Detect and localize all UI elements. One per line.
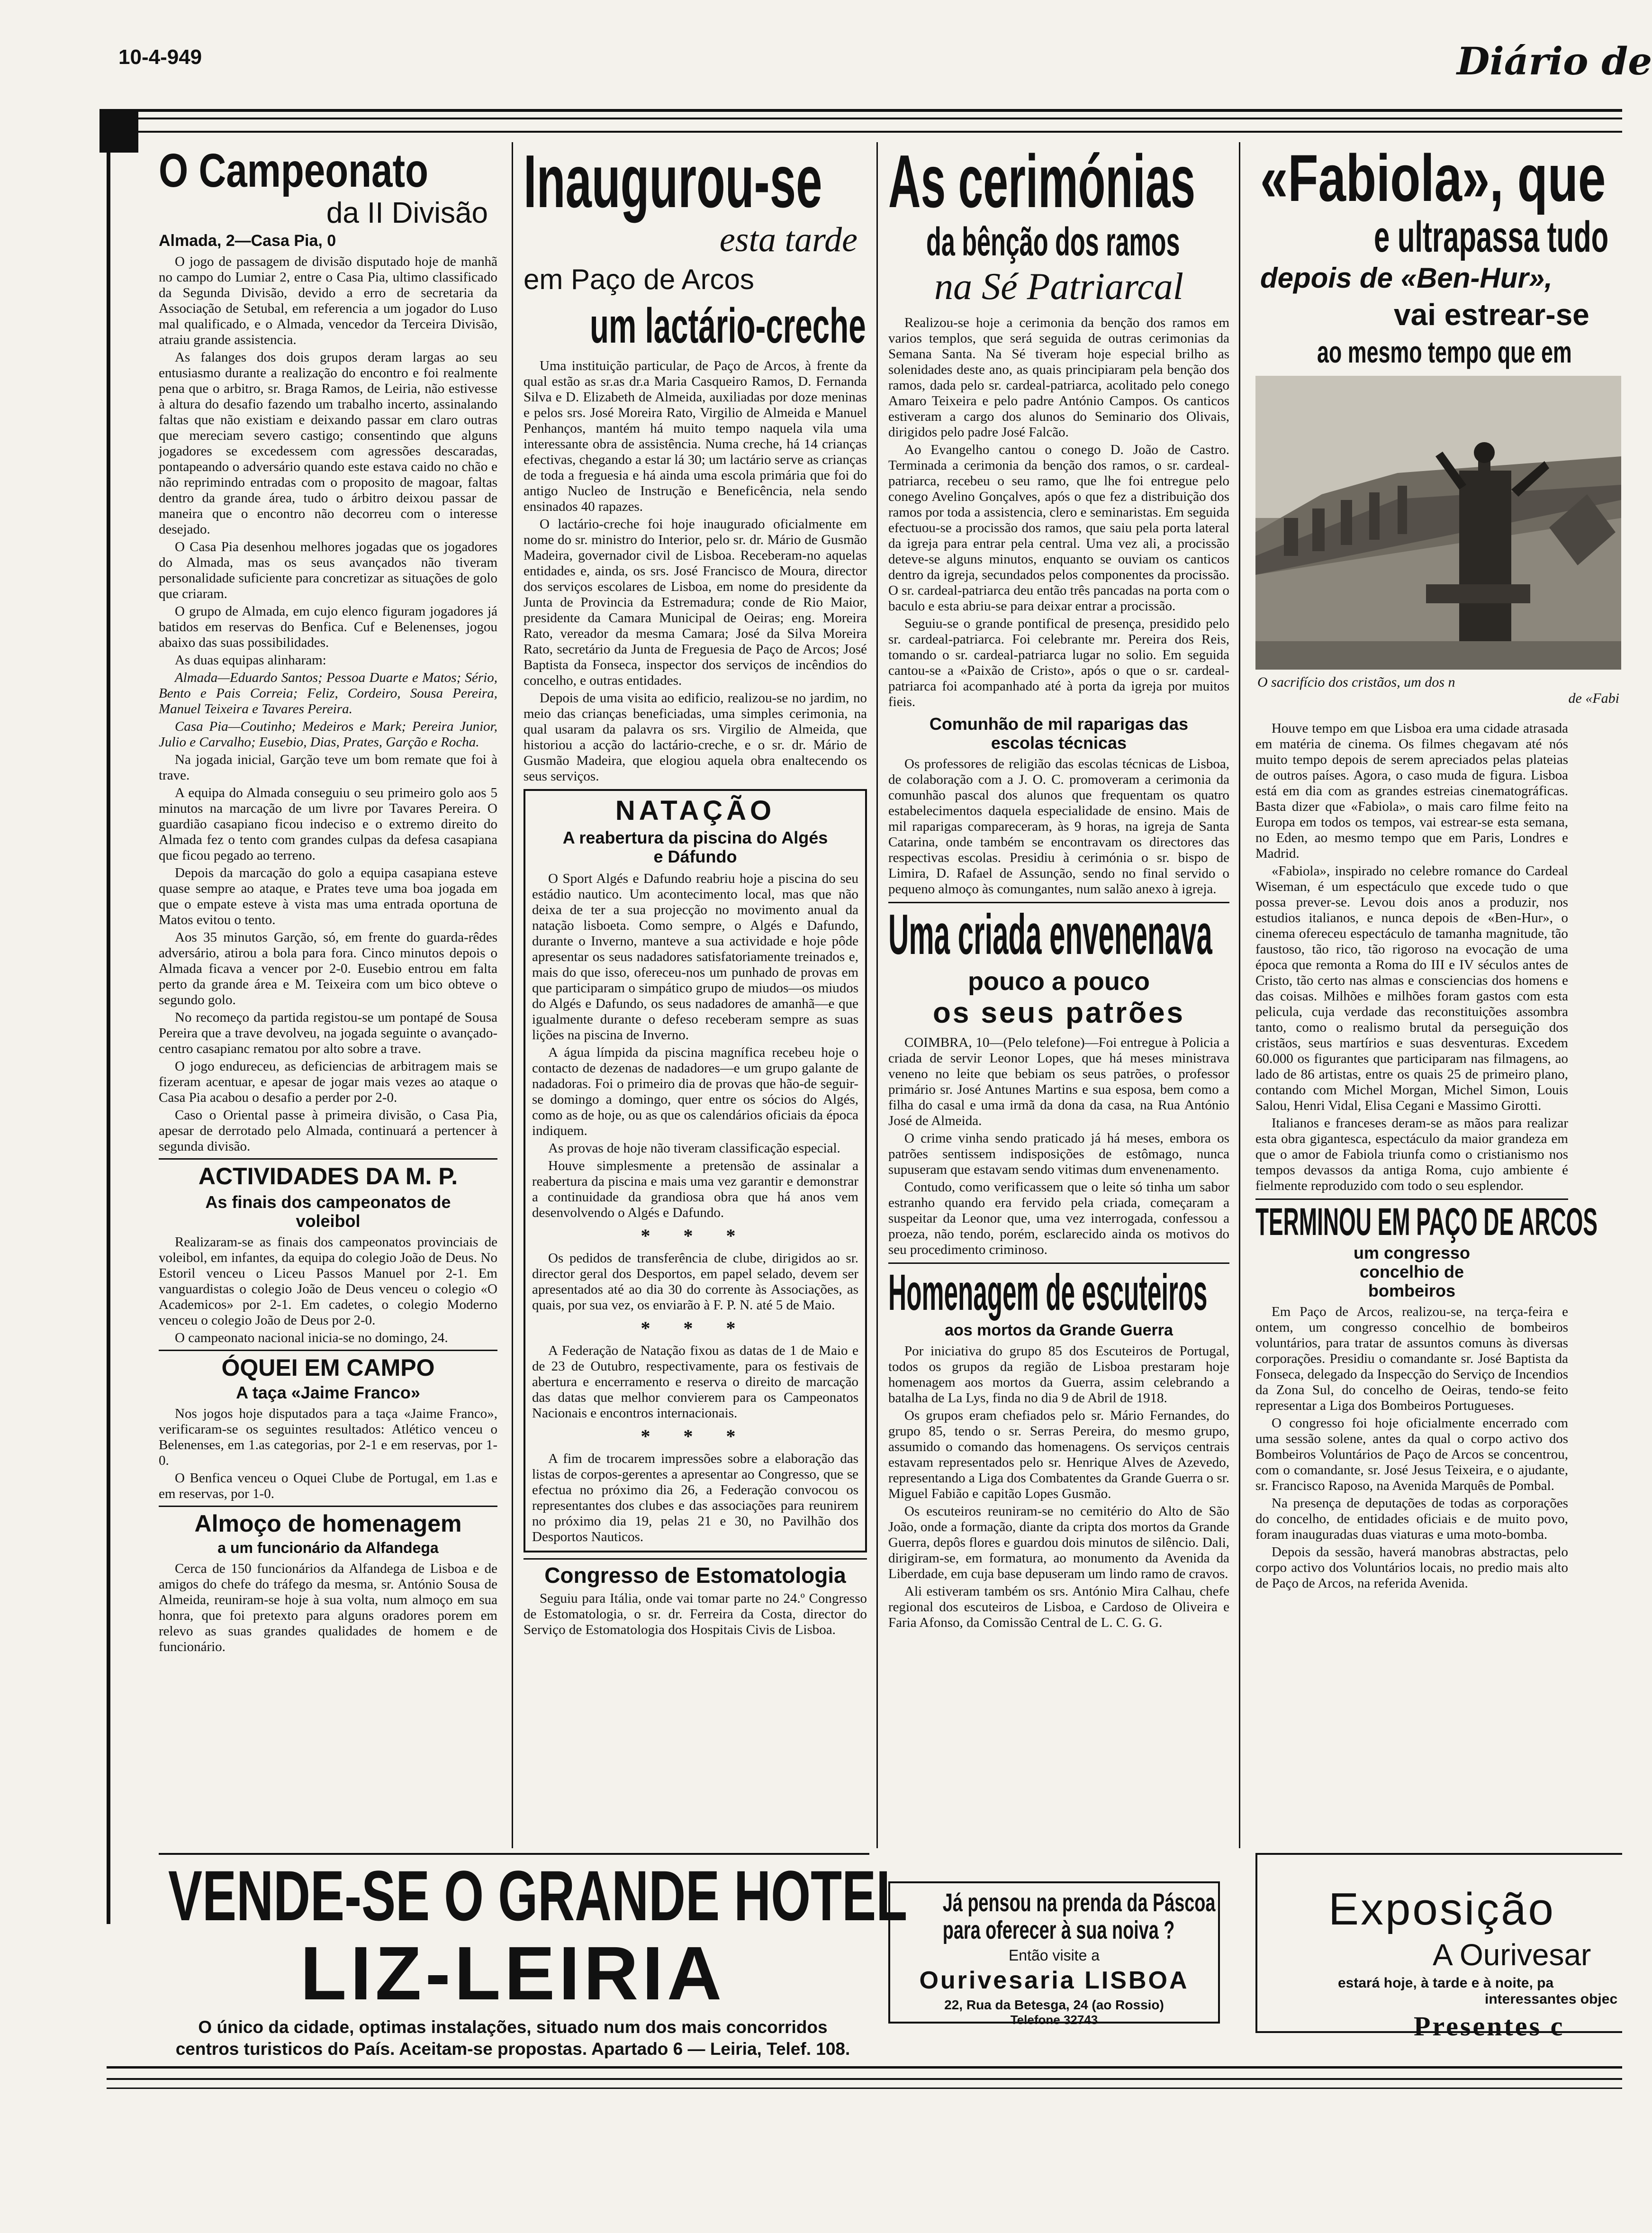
paragraph: O Sport Algés e Dafundo reabriu hoje a piscina do seu estádio nautico. Um acontecimento local, mas que não deixa de ter a sua projecção no movimento anual da natação lisboeta. Como sempre, o Algés e Dafundo, durante o Inverno, manteve a sua actividade e hoje pôde apresentar os seus nadadores satisfatoriamente treinados e, mais do que isso, ofereceu-nos um punhado de provas em que participaram o simpático grupo de miudos—os miudos do Algés e Dafundo, os seus nadadores de amanhã—e que igualmente durante o defeso receberam sempre as suas lições na piscina de Inverno.: [532, 871, 858, 1043]
paragraph: O Benfica venceu o Oquei Clube de Portugal, em 1.as e em reservas, por 1-0.: [159, 1471, 497, 1501]
headline-estomatologia: Congresso de Estomatologia: [544, 1563, 846, 1588]
corner-block: [99, 109, 138, 153]
stars-separator: * * *: [641, 1225, 750, 1246]
subhead-bencao: da bênção dos ramos: [926, 219, 1180, 264]
expo-line2: A Ourivesar: [1433, 1938, 1591, 1972]
paragraph: Os escuteiros reuniram-se no cemitério do Alto de São João, onde a formação, diante da cripta dos mortos da Grande Guerra, depôs flores e guardou dois minutos de silêncio. Dali, dirigiram-se, em formatura, ao monumento da Avenida da Liberdade, em cuja base depuseram um lindo ramo de cravos.: [888, 1504, 1229, 1581]
paragraph: Seguiu-se o grande pontifical de presença, presidido pelo sr. cardeal-patriarca. Foi celebrante mr. Pereira dos Reis, tomando o sr. cardeal-patriarca lugar no solio. Em seguida cantou-se a «Paixão de Cristo», após o que o sr. cardeal-patriarca foi acompanhado até à porta da igreja por muitos fieis.: [888, 616, 1229, 709]
paragraph: O jogo endureceu, as deficiencias de arbitragem mais se fizeram acentuar, e apesar de jogar mais vezes ao ataque o Casa Pia acabou o desafio a perder por 2-0.: [159, 1059, 497, 1105]
subhead-alfandega: a um funcionário da Alfandega: [217, 1539, 439, 1556]
paragraph: Na jogada inicial, Garção teve um bom remate que foi à trave.: [159, 752, 497, 783]
stars-separator: * * *: [641, 1317, 750, 1339]
paragraph: Realizaram-se as finais dos campeonatos provinciais de voleibol, em infantes, da equipa do colegio João de Deus. No Estoril venceu o Liceu Passos Manuel por 2-1. Em vanguardistas o colegio João de Deus venceu o colegio «O Academicos» por 2-1. Em cadetes, o colegio Moderno venceu o colegio João de Deus por 2-0.: [159, 1235, 497, 1328]
headline-inaugurou: Inaugurou-se: [524, 140, 822, 223]
paragraph: COIMBRA, 10—(Pelo telefone)—Foi entregue à Policia a criada de servir Leonor Lopes, que há meses ministrava veneno no leite que bebiam os seus patrões, o professor primário sr. José Antunes Martins e sua esposa, bem como a filha do casal e uma irmã da dona da casa, na Rua António José de Almeida.: [888, 1035, 1229, 1128]
headline-natacao: NATAÇÃO: [615, 795, 776, 826]
paragraph: A equipa do Almada conseguiu o seu primeiro golo aos 5 minutos na marcação de um livre por Tavares Pereira. O guardião casapiano ficou indeciso e o extremo direito do Almada fez o tento com grandes culpas da defesa casapiana que ficou pegado ao terreno.: [159, 785, 497, 863]
headline-escuteiros: Homenagem de escuteiros: [888, 1263, 1208, 1321]
paragraph: Por iniciativa do grupo 85 dos Escuteiros de Portugal, todos os grupos da região de Lisboa prestaram hoje homenagem aos mortos da Guerra, assim celebrando a batalha de La Lys, finda no dia 9 de Abril de 1918.: [888, 1343, 1229, 1406]
paragraph: Nos jogos hoje disputados para a taça «Jaime Franco», verificaram-se os seguintes resultados: Atlético venceu o Belenenses, em 1.as categorias, por 2-1 e em reservas, por 1-0.: [159, 1406, 497, 1468]
headline-cerimonias: As cerimónias: [888, 140, 1196, 223]
arena-photo: [1255, 376, 1621, 670]
top-rule-1: [107, 109, 1622, 112]
paragraph: Na presença de deputações de todas as corporações do concelho, de entidades oficiais e de muito povo, foram inauguradas duas viaturas e uma moto-bomba.: [1255, 1496, 1568, 1542]
headline-mp: ACTIVIDADES DA M. P.: [198, 1163, 458, 1189]
score-line: Almada, 2—Casa Pia, 0: [159, 232, 336, 250]
paragraph: Depois da marcação do golo a equipa casapiana esteve quase sempre ao ataque, e Prates teve uma boa jogada em que o empate esteve à vista mas uma entrada oportuna de Matos evitou o tento.: [159, 865, 497, 927]
subhead-paco-arcos: em Paço de Arcos: [524, 263, 754, 295]
bottom-rule-1: [107, 2066, 1622, 2069]
headline-criada: Uma criada envenenava: [888, 903, 1212, 966]
natacao-box: [524, 789, 867, 1552]
paragraph: Em Paço de Arcos, realizou-se, na terça-feira e ontem, um congresso concelhio de bombeiros voluntários, para tratar de assuntos comuns às diversas corporações. Presidiu o comandante sr. José Baptista da Fonseca, delegado da Inspecção do Serviço de Incendios da Zona Sul, do concelho de Oeiras, tendo-se feito representar a Liga dos Bombeiros Portugueses.: [1255, 1304, 1568, 1413]
paragraph: A fim de trocarem impressões sobre a elaboração das listas de corpos-gerentes a apresentar ao Congresso, que se efectua no próximo dia 26, a Federação convocou os representantes dos clubes e das associações para reunirem no próximo dia 19, pelas 21 e 30, no Pavilhão dos Desportos Nauticos.: [532, 1451, 858, 1544]
column-lactario: [524, 140, 867, 1782]
paragraph: Contudo, como verificassem que o leite só tinha um sabor estranho quando era fervido pela criada, começaram a suspeitar da Leonor que, uma vez interrogada, confessou a proeza, não tendo, porém, esclarecido ainda os motivos do seu procedimento criminoso.: [888, 1180, 1229, 1257]
column-fabiola: [1255, 141, 1622, 1791]
hotel-ad-line2: LIZ-LEIRIA: [300, 1931, 726, 2015]
paragraph: As duas equipas alinharam:: [175, 653, 326, 668]
paragraph: Ao Evangelho cantou o conego D. João de Castro. Terminada a cerimonia da benção dos ramos, o sr. cardeal-patriarca, recebeu o seu ramo, que lhe foi entregue pelo conego Avelino Gonçalves, após o que fez a distribuição dos ramos por toda a assistencia, clero e seminaristas. Em seguida efectuou-se a procissão dos ramos, que saiu pela porta lateral da igreja para entrar pela central. Uma vez ali, a procissão deteve-se alguns minutos, enquanto se ouviam os canticos dentro da igreja, secundados pelos componentes da procissão. O sr. cardeal-patriarca deu então três pancadas na porta com o baculo e esta abriu-se para deixar entrar a procissão.: [888, 442, 1229, 614]
paragraph: Os grupos eram chefiados pelo sr. Mário Fernandes, do grupo 85, tendo o sr. Serras Pereira, do mesmo grupo, assumido o comando das homenagens. Os serviços centrais estavam representados pelo sr. Henrique Alves de Azevedo, representando a Liga dos Combatentes da Grande Guerra o sr. Miguel Fabião e capitão Lopes Gusmão.: [888, 1408, 1229, 1501]
subhead-se-patriarcal: na Sé Patriarcal: [934, 266, 1183, 308]
paragraph: Ali estiveram também os srs. António Mira Calhau, chefe regional dos escuteiros de Lisboa, e Cardoso de Oliveira e Faria Afonso, da Comissão Central de L. C. G. G.: [888, 1584, 1229, 1630]
ourivesaria-ad: [888, 1881, 1220, 2027]
paragraph: O campeonato nacional inicia-se no domingo, 24.: [175, 1330, 448, 1345]
headline-almoco: Almoço de homenagem: [194, 1510, 462, 1537]
subhead-pouco: pouco a pouco: [968, 967, 1150, 996]
column-sports: [159, 144, 497, 1825]
ouriv-line1: Já pensou na prenda da Páscoa: [942, 1888, 1216, 1917]
paragraph: Caso o Oriental passe à primeira divisão, o Casa Pia, apesar de derrotado pelo Almada, continuará a pertencer à segunda divisão.: [159, 1107, 497, 1154]
subhead-voleibol: As finais dos campeonatos de voleibol: [205, 1192, 451, 1231]
expo-line3: estará hoje, à tarde e à noite, pa: [1338, 1975, 1554, 1991]
ad-top-rule: [159, 1853, 869, 1855]
paragraph: Aos 35 minutos Garção, só, em frente do guarda-rêdes adversário, atirou a bola para fora. Cinco minutos depois o Almada ficava a vencer por 2-0. Eusebio entrou em falta perto da grande área e M. Teixeira com um bico obteve o segundo golo.: [159, 930, 497, 1008]
bottom-rule-2: [107, 2078, 1622, 2080]
subhead-divisao: da II Divisão: [326, 197, 488, 229]
top-rule-2: [107, 118, 1622, 119]
subhead-bombeiros: um congresso concelhio de bombeiros: [1353, 1243, 1471, 1300]
ouriv-name: Ourivesaria LISBOA: [919, 1967, 1189, 1994]
ouriv-address: 22, Rua da Betesga, 24 (ao Rossio): [944, 1997, 1164, 2012]
paragraph: A água límpida da piscina magnífica recebeu hoje o contacto de dezenas de nadadores—e um grupo galante de nadadoras. Foi o primeiro dia de provas que hão-de seguir-se domingo a domingo, quer entre os sócios do Algés, como as de hoje, ou as que os calendários oficiais da época indiquem.: [532, 1045, 858, 1138]
paragraph: O grupo de Almada, em cujo elenco figuram jogadores já batidos em reservas do Benfica. Cuf e Belenenses, jogou abaixo das suas possibilidades.: [159, 604, 497, 650]
paragraph: Seguiu para Itália, onde vai tomar parte no 24.º Congresso de Estomatologia, o sr. dr. Ferreira da Costa, director do Serviço de Estomatologia dos Hospitais Civis de Lisboa.: [524, 1591, 867, 1637]
paragraph: No recomeço da partida registou-se um pontapé de Sousa Pereira que a trave devolveu, na jogada seguinte o avançado-centro casapianc rematou por alto sobre a trave.: [159, 1010, 497, 1056]
ouriv-line3: Então visite a: [1008, 1947, 1100, 1964]
paragraph: O Casa Pia desenhou melhores jogadas que os jogadores do Almada, mas os seus avançados não tiveram personalidade suficiente para concretizar as situações de golo que criaram.: [159, 539, 497, 601]
subhead-lactario: um lactário-creche: [590, 299, 866, 354]
subhead-grande-guerra: aos mortos da Grande Guerra: [945, 1321, 1173, 1339]
masthead: Diário de: [1457, 39, 1652, 83]
paragraph: Casa Pia—Coutinho; Medeiros e Mark; Pereira Junior, Julio e Carvalho; Eusebio, Dias, Prates, Garção e Rocha.: [159, 719, 497, 750]
photo-caption-line1: O sacrifício dos cristãos, um dos n: [1257, 674, 1455, 690]
stars-separator: * * *: [641, 1425, 750, 1447]
hotel-ad-text: O único da cidade, optimas instalações, situado num dos mais concorridos centros turisticos do País. Aceitam-se propostas. Apartado 6 — Leiria, Telef. 108.: [175, 2017, 850, 2059]
col-separator-3: [1239, 142, 1240, 1848]
subhead-mesmo-tempo: ao mesmo tempo que em: [1317, 335, 1572, 369]
paragraph: A Federação de Natação fixou as datas de 1 de Maio e de 23 de Outubro, respectivamente, para os festivais de abertura e encerramento e reserva o direito de marcação das datas que melhor convierem para os Campeonatos Nacionais e encontros internacionais.: [532, 1343, 858, 1421]
paragraph: Uma instituição particular, de Paço de Arcos, à frente da qual estão as sr.as dr.a Maria Casqueiro Ramos, D. Fernanda Silva e D. Elizabeth de Almeida, auxiliadas por doze meninas e pelos srs. José Moreira Rato, Virgilio de Almeida e Manuel Penhanços, mantém há muito tempo naquela vila uma interessante obra de assistência. Numa creche, há 14 crianças efectivas, chegando a estar lá 30; um lactário serve as crianças de toda a freguesia e há ainda uma escola primária que foi do antigo Nucleo de Instrução e Beneficência, nela sendo ensinados 40 rapazes.: [524, 358, 867, 514]
top-rule-3: [107, 131, 1622, 133]
article-campeonato: [159, 254, 497, 1154]
paragraph: Houve simplesmente a pretensão de assinalar a reabertura da piscina e mais uma vez garantir e demonstrar a continuidade da grandiosa obra que há anos vem desenvolvendo o Algés e Dafundo.: [532, 1158, 858, 1220]
paragraph: Cerca de 150 funcionários da Alfandega de Lisboa e de amigos do chefe do tráfego da mesma, sr. António Sousa de Almeida, reuniram-se hoje à sua volta, num almoço em sua honra, que foi pretexto para alguns oradores porem em relevo as suas grandes qualidades de homem e de funcionário.: [159, 1561, 497, 1654]
expo-line5: Presentes c: [1414, 2011, 1565, 2042]
hotel-ad: [159, 1856, 908, 2059]
ouriv-line2: para oferecer à sua noiva ?: [942, 1916, 1175, 1944]
subhead-taca: A taça «Jaime Franco»: [236, 1383, 420, 1402]
subhead-ultrapassa: e ultrapassa tudo: [1374, 213, 1609, 261]
expo-line4: interessantes objec: [1485, 1991, 1618, 2007]
subhead-patroes: os seus patrões: [932, 997, 1185, 1029]
exposicao-ad: [1255, 1853, 1622, 2042]
hotel-ad-line1: VENDE-SE O GRANDE HOTEL: [168, 1856, 908, 1935]
subhead-comunhao: Comunhão de mil raparigas das escolas técnicas: [929, 714, 1189, 753]
paragraph: Depois da sessão, haverá manobras abstractas, pelo corpo activo dos Voluntários locais, no predio mais alto de Paço de Arcos, na referida Avenida.: [1255, 1544, 1568, 1591]
paragraph: As provas de hoje não tiveram classificação especial.: [548, 1141, 840, 1156]
headline-fabiola: «Fabiola», que: [1260, 141, 1606, 215]
left-margin-rule: [107, 152, 110, 1924]
paragraph: «Fabiola», inspirado no celebre romance do Cardeal Wiseman, é um espectáculo que excede tudo o que possa prever-se. Levou dois anos a produzir, nos estudios italianos, e nunca depois de «Ben-Hur», o cinema ofereceu espectáculo de tamanha magnitude, tão faustoso, tão rico, tão rigoroso na evocação de uma época que remonta a Roma do III e IV séculos antes de Cristo, tão certo nas almas e consciencias dos homens e das coisas. Milhões e milhões foram gastos com esta pelicula, cuja verdade das reconstituições assombra tanto, como o realismo brutal da perseguição dos cristãos, seus martírios e suas desventuras. Excedem 60.000 os figurantes que participaram nas filmagens, ao lado de 86 artistas, entre os quais 25 de primeiro plano, contando com Michel Morgan, Michel Simon, Louis Salou, Henri Vidal, Elisa Cegani e Massimo Girotti.: [1255, 863, 1568, 1113]
paragraph: Os professores de religião das escolas técnicas de Lisboa, de colaboração com a J. O. C. promoveram a cerimonia da comunhão pascal dos alunos que frequentam os quatro estabelecimentos daquela especialidade de ensino. Mais de mil raparigas compareceram, às 9 horas, na igreja de Santa Catarina, onde também se encontravam os directores das respectivas escolas. Presidiu à cerimónia o sr. bispo de Limira, D. Rafael de Assunção, sendo no final servido o pequeno almoço às comungantes, num salão anexo à igreja.: [888, 756, 1229, 897]
ouriv-telephone: Telefone 32743: [1010, 2013, 1098, 2027]
column-cerimonias: [888, 140, 1229, 1777]
bottom-rule-3: [107, 2088, 1622, 2089]
subhead-ben-hur: depois de «Ben-Hur»,: [1260, 262, 1553, 294]
paragraph: Realizou-se hoje a cerimonia da benção dos ramos em varios templos, que será seguida de outras cerimonias da Semana Santa. Na Sé tiveram hoje especial brilho as solenidades deste ano, as quais principiaram pela benção dos ramos, dada pelo sr. cardeal-patriarca, acolitado pelo conego Amaro Teixeira e pelo padre António Campos. Os canticos estiveram a cargo dos alunos do Seminario dos Olivais, dirigidos pelo padre José Falcão.: [888, 315, 1229, 440]
photo-caption-line2: de «Fabi: [1568, 690, 1619, 706]
paragraph: Os pedidos de transferência de clube, dirigidos ao sr. director geral dos Desportos, em papel selado, devem ser apresentados até ao dia 30 do corrente às Associações, as quais, por sua vez, os enviarão à F. P. N. até 5 de Maio.: [532, 1251, 858, 1313]
expo-line1: Exposição: [1328, 1884, 1555, 1934]
paragraph: O crime vinha sendo praticado já há meses, embora os patrões sentissem indisposições de estômago, nunca supuseram que estavam sendo vitimas dum envenenamento.: [888, 1131, 1229, 1177]
subhead-piscina: A reabertura da piscina do Algés e Dáfundo: [562, 828, 828, 866]
col-separator-2: [876, 142, 878, 1848]
film-still-image: [1255, 376, 1621, 670]
headline-paco-arcos: TERMINOU EM PAÇO DE ARCOS: [1255, 1200, 1598, 1244]
paragraph: O jogo de passagem de divisão disputado hoje de manhã no campo do Lumiar 2, entre o Casa Pia, ultimo classificado da Segunda Divisão, devido a erro de secretaria da Associação de Setubal, em referencia a um jogador do Luso mal qualificado, e o Almada, vencedor da Terceira Divisão, atraiu grande assistencia.: [159, 254, 497, 347]
paragraph: As falanges dos dois grupos deram largas ao seu entusiasmo durante a realização do encontro e foi realmente pena que o arbitro, sr. Braga Ramos, de Leiria, não estivesse à altura do desafio fazendo um trabalho incerto, assinalando faltas que não existiam e deixando passar em claro outras que mereciam severo castigo; consentindo que alguns jogadores se excedessem com agressões descaradas, pontapeando o adversário quando este estava caido no chão e não reprimindo entradas com o proposito de magoar, faltas dentro da grande área, tudo o árbitro deixou passar de maneira que o encontro não decorreu com o interesse desejado.: [159, 350, 497, 537]
page-date: 10-4-949: [118, 45, 202, 69]
subhead-estrear: vai estrear-se: [1394, 298, 1589, 332]
paragraph: O congresso foi hoje oficialmente encerrado com uma sessão solene, antes da qual o corpo activo dos Bombeiros Voluntários de Paço de Arcos se concentrou, com o comandante, sr. José Jesus Teixeira, e o ajudante, sr. Francisco Raposo, na Avenida Marquês de Pombal.: [1255, 1416, 1568, 1493]
headline-campeonato: O Campeonato: [159, 144, 428, 197]
col-separator-1: [512, 142, 513, 1848]
paragraph: Almada—Eduardo Santos; Pessoa Duarte e Matos; Sério, Bento e Pais Correia; Feliz, Cordeiro, Sousa Pereira, Manuel Teixeira e Tavares Pereira.: [159, 670, 497, 717]
subhead-esta-tarde: esta tarde: [719, 220, 858, 259]
paragraph: Italianos e franceses deram-se as mãos para realizar esta obra gigantesca, espectáculo da maior grandeza em que o amor de Fabiola triunfa como o cristianismo nos tempos devassos da antiga Roma, cujo ambiente é fielmente reproduzido com todo o seu esplendor.: [1255, 1116, 1568, 1193]
paragraph: O lactário-creche foi hoje inaugurado oficialmente em nome do sr. ministro do Interior, pelo sr. dr. Mário de Gusmão Madeira, governador civil de Lisboa. Receberam-no aquelas entidades e, ainda, os srs. José Francisco de Moura, director dos serviços escolares de Lisboa, em nome do presidente da Junta de Provincia da Estremadura; conde de Rio Maior, presidente da Camara Municipal de Oeiras; eng. Moreira Rato, vereador da mesma Camara; José da Silva Moreira Rato, secretário da Junta de Freguesia de Paço de Arcos; José Baptista da Fonseca, inspector dos serviços de incêndios do concelho, e outras entidades.: [524, 517, 867, 688]
headline-oquei: ÓQUEI EM CAMPO: [221, 1354, 435, 1381]
paragraph: Houve tempo em que Lisboa era uma cidade atrasada em matéria de cinema. Os filmes chegavam até nós muito tempo depois de serem apreciados pelas plateias de outros países. Agora, o caso muda de figura. Lisboa está em dia com as grandes estreias cinematográficas. Basta dizer que «Fabiola», o mais caro filme feito na Europa em todos os tempos, vai estrear-se esta semana, no Eden, ao mesmo tempo que em Paris, Londres e Madrid.: [1255, 721, 1568, 861]
paragraph: Depois de uma visita ao edificio, realizou-se no jardim, no meio das crianças beneficiadas, uma simples cerimonia, na qual usaram da palavra os srs. Virgilio de Almeida, que historiou a acção do lactário-creche, e o sr. dr. Mário de Gusmão Madeira, que elogiou aquela obra enaltecendo os seus serviços.: [524, 690, 867, 784]
